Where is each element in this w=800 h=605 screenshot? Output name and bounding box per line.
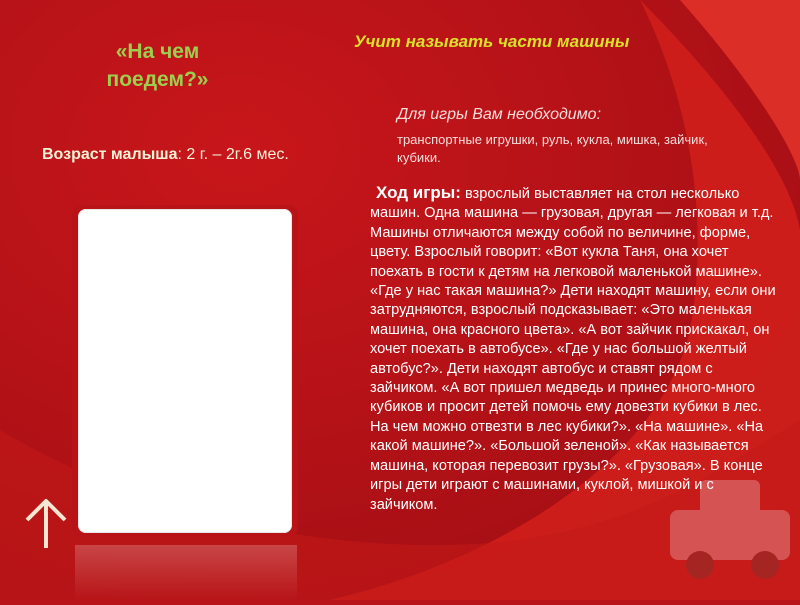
materials-list: транспортные игрушки, руль, кукла, мишка, зайчик, кубики. bbox=[397, 132, 708, 165]
game-label: Ход игры: bbox=[376, 183, 461, 202]
game-description bbox=[370, 183, 778, 515]
materials-title: Для игры Вам необходимо: bbox=[397, 106, 602, 123]
photo-placeholder bbox=[78, 209, 292, 533]
age-label: Возраст малыша bbox=[42, 146, 178, 163]
game-text: взрослый выставляет на стол несколько машин. Одна машина — грузовая, другая — легковая и т.д. Машины отличаются между собой по величине, форме, цвету. Взрослый говорит: «Вот кукла Таня, она хочет поехать в гости к детям на легковой маленькой машине». «Где у нас такая машина?» Дети находят машину, если они затрудняются, взрослый подсказывает: «Это маленькая машина, она красного цвета». «А вот зайчик прискакал, он хочет поехать в автобусе». «Где у нас большой желтый автобус?». Дети находят автобус и ставят рядом с зайчиком. «А вот пришел медведь и принес много-много кубиков и просит детей помочь ему довезти кубики в лес. На чем можно отвезти в лес кубики?». «На машине». «На какой машине?». «Большой зеленой». «Как называется машина, которая перевозит грузы?». «Грузовая». В конце игры дети играют с машинами, куклой, мишкой и с зайчиком. bbox=[370, 186, 776, 513]
photo-reflection bbox=[75, 545, 297, 600]
slide-subtitle: Учит называть части машины bbox=[354, 32, 630, 51]
age-line bbox=[42, 146, 289, 164]
up-arrow-icon[interactable] bbox=[24, 498, 68, 550]
slide-title: «На чем поедем?» bbox=[106, 40, 209, 91]
age-value: : 2 г. – 2г.6 мес. bbox=[177, 146, 289, 163]
